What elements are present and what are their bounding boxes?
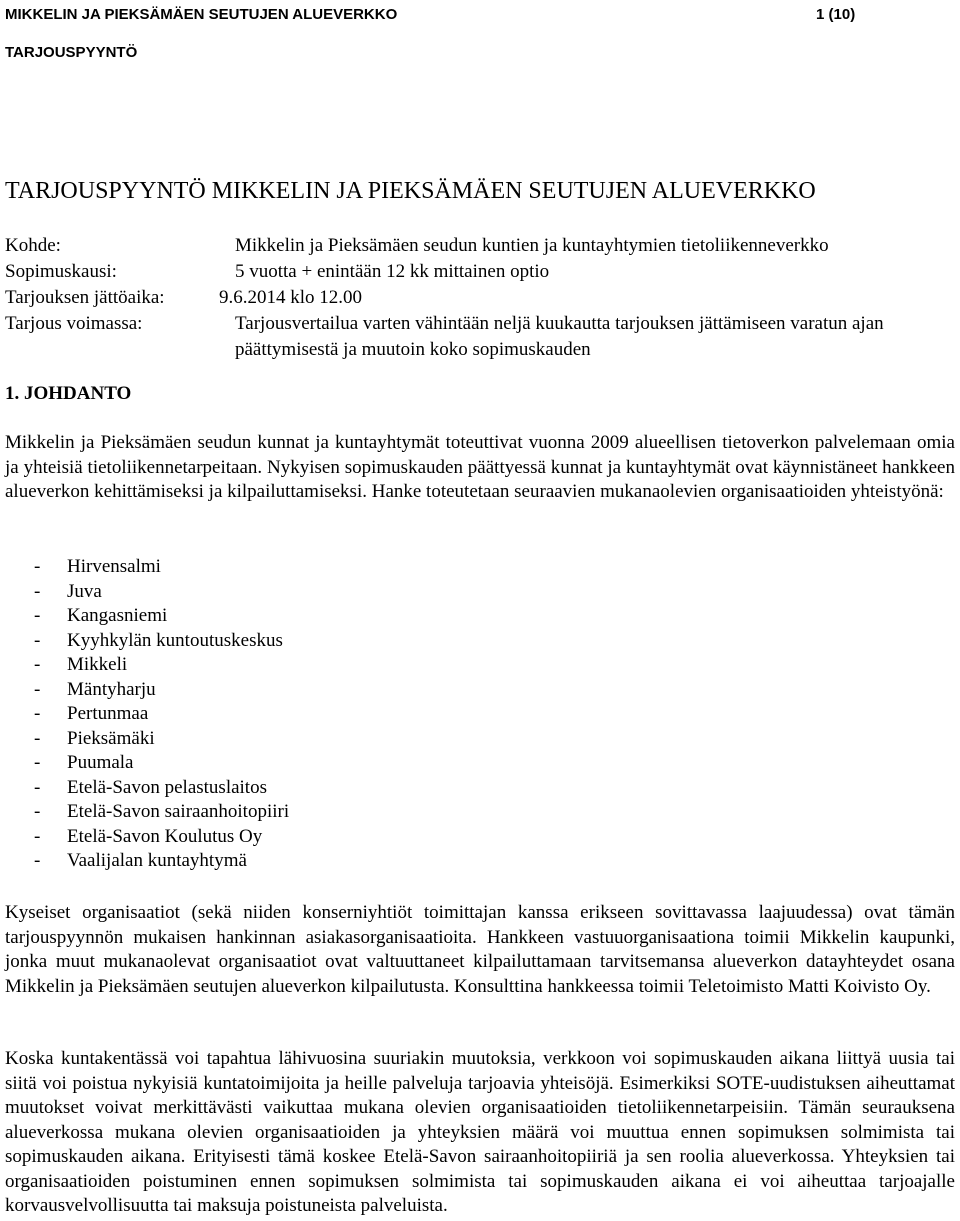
field-value-kohde: Mikkelin ja Pieksämäen seudun kuntien ja kuntayhtymien tietoliikenneverkko [235,235,829,256]
list-bullet: - [34,850,41,871]
document-title: TARJOUSPYYNTÖ MIKKELIN JA PIEKSÄMÄEN SEUTUJEN ALUEVERKKO [5,178,816,204]
list-item-label: Juva [67,580,102,602]
list-item [34,604,289,629]
list-item [34,727,289,752]
field-value-voimassa: Tarjousvertailua varten vähintään neljä kuukautta tarjouksen jättämiseen varatun ajan päättymisestä ja muutoin koko sopimuskauden [235,313,884,360]
field-label-kohde: Kohde: [5,235,61,256]
list-item-label: Vaalijalan kuntayhtymä [67,850,247,871]
list-item-label: Etelä-Savon pelastuslaitos [67,776,267,798]
list-item [34,580,289,605]
list-bullet: - [34,801,41,822]
list-item-label: Etelä-Savon sairaanhoitopiiri [67,801,290,822]
list-item-label: Mäntyharju [67,678,156,700]
list-bullet: - [34,703,41,724]
list-item-label: Mikkeli [67,654,128,675]
list-bullet: - [34,825,41,847]
paragraph-changes: Koska kuntakentässä voi tapahtua lähivuosina suuriakin muutoksia, verkkoon voi sopimuskauden aikana liittyä uusia tai siitä voi poistua nykyisiä kuntatoimijoita ja heille palveluja tarjoavia yhteisöjä. Esimerkiksi SOTE-uudistuksen aiheuttamat muutokset voivat merkittävästi vaikuttaa mukana olevien organisaatioiden tietoliikennetarpeisiin. Tämän seurauksena alueverkossa mukana olevien organisaatioiden ja yhteyksien määrä voi muuttua ennen sopimuksen solmimista tai sopimuskauden aikana. Erityisesti tämä koskee Etelä-Savon sairaanhoitopiiriä ja sen roolia alueverkossa. Yhteyksien tai organisaatioiden poistuminen ennen sopimuksen solmimista tai sopimuskauden aikana ei voi aiheuttaa tarjoajalle korvausvelvollisuutta tai maksuja poistuneista palveluista. [5,1048,955,1216]
list-item [34,629,289,654]
field-label-jattoaika: Tarjouksen jättöaika: [5,287,165,308]
list-item-label: Pertunmaa [67,703,149,724]
list-bullet: - [34,654,41,675]
page-number: 1 (10) [816,6,856,23]
header-subtitle: TARJOUSPYYNTÖ [5,44,138,61]
list-bullet: - [34,556,41,577]
field-label-sopimuskausi: Sopimuskausi: [5,261,117,282]
field-value-sopimuskausi: 5 vuotta + enintään 12 kk mittainen optio [235,261,550,282]
field-value-jattoaika: 9.6.2014 klo 12.00 [219,287,363,308]
list-item-label: Puumala [67,752,134,773]
list-item-label: Kangasniemi [67,605,168,626]
list-item [34,653,289,678]
list-item-label: Kyyhkylän kuntoutuskeskus [67,629,283,651]
organization-list [34,555,289,874]
header-title: MIKKELIN JA PIEKSÄMÄEN SEUTUJEN ALUEVERKKO [5,6,398,23]
list-item [34,776,289,801]
list-item-label: Pieksämäki [67,727,155,749]
paragraph-customers: Kyseiset organisaatiot (sekä niiden konserniyhtiöt toimittajan kanssa erikseen sovittavassa laajuudessa) ovat tämän tarjouspyynnön mukaisen hankinnan asiakasorganisaatioita. Hankkeen vastuuorganisaationa toimii Mikkelin kaupunki, jonka muut mukanaolevat organisaatiot ovat valtuuttaneet kilpailuttamaan tarvitsemansa alueverkon datayhteydet osana Mikkelin ja Pieksämäen seutujen alueverkon kilpailutusta. Konsulttina hankkeessa toimii Teletoimisto Matti Koivisto Oy. [5,902,955,997]
list-item-label: Etelä-Savon Koulutus Oy [67,825,263,847]
intro-paragraph: Mikkelin ja Pieksämäen seudun kunnat ja kuntayhtymät toteuttivat vuonna 2009 alueellisen tietoverkon palvelemaan omia ja yhteisiä tietoliikennetarpeitaan. Nykyisen sopimuskauden päättyessä kunnat ja kuntayhtymät ovat käynnistäneet hankkeen alueverkon kehittämiseksi ja kilpailuttamiseksi. Hanke toteutetaan seuraavien mukanaolevien organisaatioiden yhteistyönä: [5,432,955,502]
list-item [34,849,289,874]
list-item [34,751,289,776]
list-bullet: - [34,776,41,798]
list-item [34,555,289,580]
list-bullet: - [34,727,41,749]
list-item [34,678,289,703]
list-bullet: - [34,752,41,773]
list-bullet: - [34,629,41,651]
list-bullet: - [34,678,41,700]
section-heading: 1. JOHDANTO [5,383,132,404]
list-item [34,825,289,850]
list-item-label: Hirvensalmi [67,556,161,577]
list-item [34,800,289,825]
list-item [34,702,289,727]
list-bullet: - [34,580,41,602]
field-label-voimassa: Tarjous voimassa: [5,313,143,334]
list-bullet: - [34,605,41,626]
